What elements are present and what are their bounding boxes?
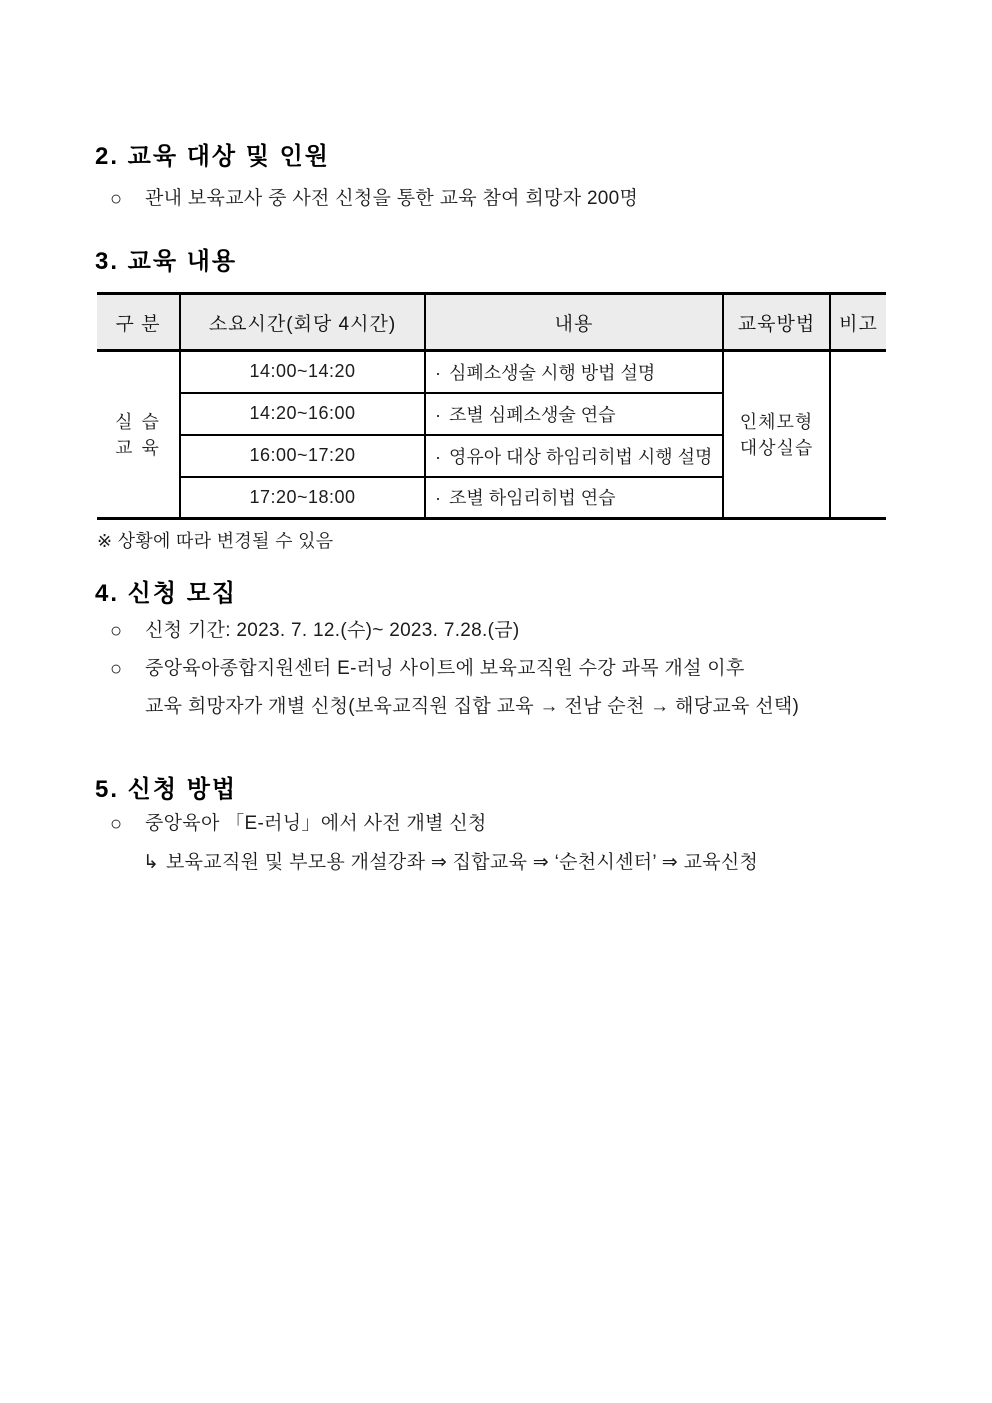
circle-bullet-marker: ○	[110, 658, 123, 680]
content-cell: · 심폐소생술 시행 방법 설명	[425, 351, 723, 393]
group-cell-practice-education: 실 습 교 육	[115, 411, 161, 458]
time-cell: 14:00~14:20	[180, 351, 425, 393]
table-row	[97, 351, 886, 393]
remark-cell	[830, 351, 886, 519]
section-4-bullet-1	[110, 619, 520, 643]
table-footnote: ※ 상황에 따라 변경될 수 있음	[97, 531, 334, 551]
circle-bullet-marker: ○	[110, 620, 123, 642]
circle-bullet-marker: ○	[110, 813, 123, 835]
section-3-title: 3. 교육 내용	[95, 248, 238, 275]
section-2-bullet	[110, 187, 638, 211]
down-right-arrow-icon: ↳	[143, 852, 160, 873]
content-cell: · 영유아 대상 하임리히법 시행 설명	[425, 435, 723, 477]
section-2-title: 2. 교육 대상 및 인원	[95, 143, 330, 170]
education-content-table	[97, 292, 886, 520]
header-cell-duration: 소요시간(회당 4시간)	[180, 294, 425, 351]
content-bullet: ·	[435, 446, 441, 467]
content-bullet: ·	[435, 404, 441, 425]
elearning-site-text: 중앙육아종합지원센터 E-러닝 사이트에 보육교직원 수강 과목 개설 이후	[145, 658, 745, 679]
content-bullet: ·	[435, 362, 441, 383]
content-cell: · 조별 심폐소생술 연습	[425, 393, 723, 435]
table-header-row	[97, 294, 886, 351]
section-4-title: 4. 신청 모집	[95, 580, 238, 607]
section-5-sub-line	[143, 851, 758, 875]
header-cell-remark: 비고	[830, 294, 886, 351]
individual-application-text: 교육 희망자가 개별 신청(보육교직원 집합 교육 → 전남 순천 → 해당교육 선택)	[145, 696, 800, 717]
application-path-text: 보육교직원 및 부모용 개설강좌 ⇒ 집합교육 ⇒ ‘순천시센터’ ⇒ 교육신청	[166, 852, 759, 873]
method-cell: 인체모형 대상실습	[723, 351, 830, 519]
elearning-application-text: 중앙육아 「E-러닝」에서 사전 개별 신청	[145, 813, 487, 834]
content-cell: · 조별 하임리히법 연습	[425, 477, 723, 519]
time-cell: 14:20~16:00	[180, 393, 425, 435]
time-cell: 17:20~18:00	[180, 477, 425, 519]
section-5-title: 5. 신청 방법	[95, 776, 238, 803]
section-5-bullet	[110, 812, 487, 836]
header-cell-category: 구 분	[97, 294, 180, 351]
header-cell-method: 교육방법	[723, 294, 830, 351]
time-cell: 16:00~17:20	[180, 435, 425, 477]
circle-bullet-marker: ○	[110, 188, 123, 210]
content-bullet: ·	[435, 488, 441, 509]
section-4-bullet-2-continued	[145, 695, 799, 719]
header-cell-content: 내용	[425, 294, 723, 351]
section-4-bullet-2	[110, 657, 745, 681]
section-2-bullet-text: 관내 보육교사 중 사전 신청을 통한 교육 참여 희망자 200명	[145, 188, 639, 209]
application-period-text: 신청 기간: 2023. 7. 12.(수)~ 2023. 7.28.(금)	[145, 620, 520, 641]
